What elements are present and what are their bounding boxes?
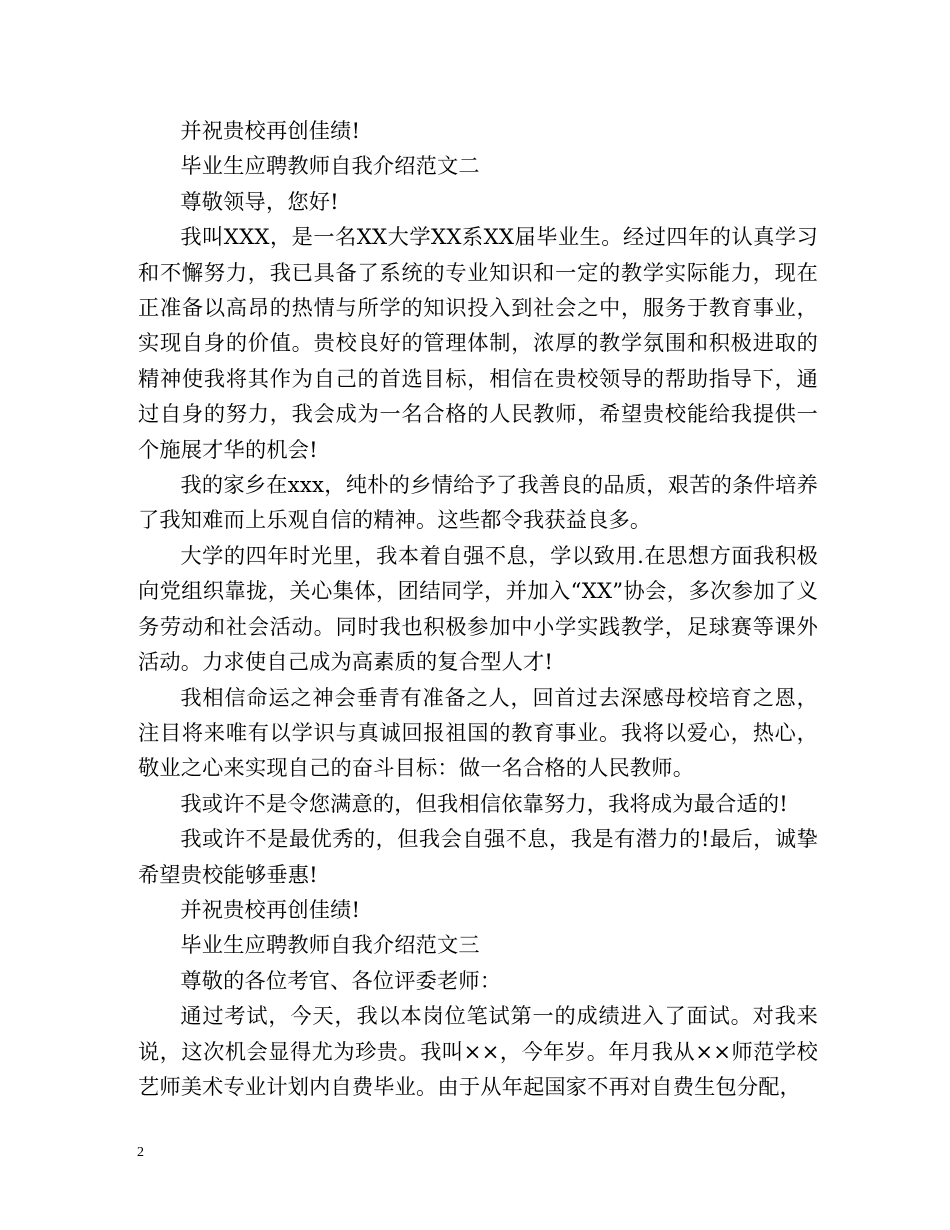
- paragraph-greeting-1: 尊敬领导，您好!: [180, 188, 339, 214]
- paragraph-introduction: 我叫XXX，是一名XX大学XX系XX届毕业生。经过四年的认真学习和不懈努力，我已具备了系统的专业知识和一定的教学实际能力，现在正准备以高昂的热情与所学的知识投入到社会之中，服务于教育事业，实现自身的价值。贵校良好的管理体制，浓厚的教学氛围和积极进取的精神使我将其作为自己的首选目标，相信在贵校领导的帮助指导下，通过自身的努力，我会成为一名合格的人民教师，希望贵校能给我提供一个施展才华的机会!: [138, 224, 818, 462]
- section-heading-sample-2: 毕业生应聘教师自我介绍范文二: [180, 153, 480, 179]
- paragraph-effort: 我或许不是令您满意的，但我相信依靠努力，我将成为最合适的!: [180, 790, 788, 816]
- paragraph-hometown: 我的家乡在xxx，纯朴的乡情给予了我善良的品质，艰苦的条件培养了我知难而上乐观自信的精神。这些都令我获益良多。: [138, 472, 818, 533]
- paragraph-potential: 我或许不是最优秀的，但我会自强不息，我是有潜力的!最后，诚挚希望贵校能够垂惠!: [138, 826, 818, 887]
- paragraph-interview: 通过考试，今天，我以本岗位笔试第一的成绩进入了面试。对我来说，这次机会显得尤为珍贵。我叫××，今年岁。年月我从××师范学校艺师美术专业计划内自费毕业。由于从年起国家不再对自费生包分配，: [138, 1003, 818, 1099]
- paragraph-closing-wish-1: 并祝贵校再创佳绩!: [180, 118, 361, 143]
- document-body: [138, 113, 818, 1104]
- paragraph-closing-wish-2: 并祝贵校再创佳绩!: [180, 896, 361, 922]
- paragraph-goal: 我相信命运之神会垂青有准备之人，回首过去深感母校培育之恩，注目将来唯有以学识与真诚回报祖国的教育事业。我将以爱心，热心，敬业之心来实现自己的奋斗目标：做一名合格的人民教师。: [138, 684, 818, 781]
- page-number: 2: [137, 1145, 144, 1160]
- paragraph-greeting-2: 尊敬的各位考官、各位评委老师：: [180, 967, 502, 993]
- paragraph-university-life: 大学的四年时光里，我本着自强不息，学以致用.在思想方面我积极向党组织靠拢，关心集体，团结同学，并加入“XX”协会，多次参加了义务劳动和社会活动。同时我也积极参加中小学实践教学，足球赛等课外活动。力求使自己成为高素质的复合型人才!: [138, 542, 818, 675]
- section-heading-sample-3: 毕业生应聘教师自我介绍范文三: [180, 932, 480, 958]
